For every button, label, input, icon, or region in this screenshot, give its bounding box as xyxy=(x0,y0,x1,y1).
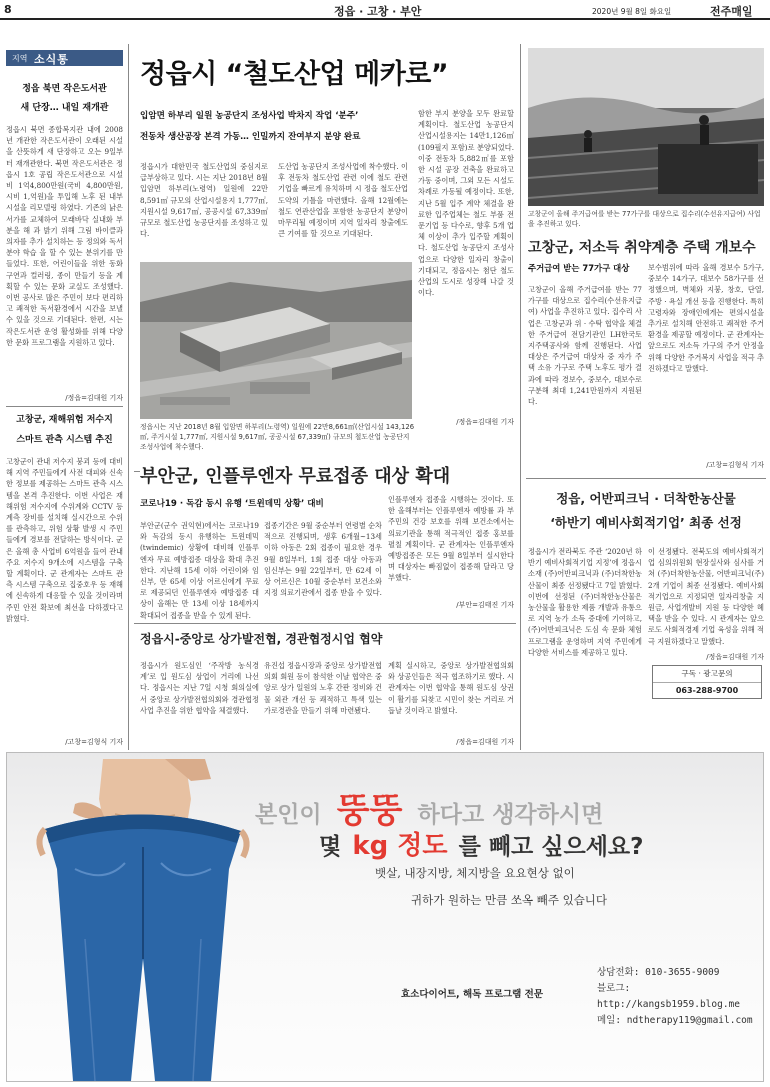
ad-contact-phone: 상담전화: 010-3655-9009 xyxy=(597,967,720,978)
buan-headline: 부안군, 인플루엔자 무료접종 대상 확대 xyxy=(140,462,520,488)
ad-body-2: 귀하가 원하는 만큼 쏘옥 빼주 있습니다 xyxy=(411,893,608,907)
subscribe-phone: 063-288-9700 xyxy=(675,686,739,695)
gochang-headline: 고창군, 저소득 취약계층 주택 개보수 xyxy=(528,240,756,256)
gochang-subhead: 주거급여 받는 77가구 대상 xyxy=(528,263,630,273)
roof-repair-photo xyxy=(528,48,764,206)
lead-credit: /정읍=김대원 기자 xyxy=(456,418,514,426)
roof-photo-caption: 고창군이 올해 주거급여를 받는 77가구를 대상으로 집수리(수선유지급여) 사업을 추진하고 있다. xyxy=(528,210,761,228)
section-label: 지역 xyxy=(12,54,28,63)
divider xyxy=(134,623,516,624)
sidebar-story1-credit: /정읍=김대원 기자 xyxy=(65,394,123,402)
ad-contact-block xyxy=(597,965,762,1029)
sidebar-story2-body: 고창군이 관내 저수지 붕괴 등에 대비해 지역 주민들에게 사전 대피와 신속한 정보를 제공하는 스마트 관측 시스템을 본격 추진한다. 이번 사업은 재해위험 저수지에 수위계와 CCTV 등 계측 장비를 설치해 실시간으로 수위를 관측하고, 위험 상황 발생 시 주민들에게 경보를 전달하는 방식이다. 군은 올해 총 사업비 6억원을 들여 관내 주요 저수지 9개소에 시스템을 구축할 계획이다. 군 관계자는 스마트 관측 시스템 구축으로 집중호우 등 재해에 신속하게 대응할 수 있을 것이라며 주민 안전 확보에 최선을 다하겠다고 밝혔다. xyxy=(6,457,123,623)
gochang-body-col1: 고창군이 올해 주거급여를 받는 77가구를 대상으로 집수리(수선유지급여) 사업을 추진하고 있다. 집수리 사업은 고창군과 위 · 수탁 협약을 체결한 주거급여 전담기관인 LH한국토지주택공사와 함께 진행된다. 사업 대상은 주거급여 대상자 중 자가 주택 소유 가구로 주택 노후도 평가 결과에 따라 경보수, 중보수, 대보수로 구분해 최대 1,241만원까지 지원된다. xyxy=(528,285,642,407)
section-label-bold: 소식통 xyxy=(34,53,69,66)
sidebar-story1-body: 정읍시 북면 종합복지관 내에 2008년 개관한 작은도서관이 오래된 시설을 산뜻하게 새 단장하고 오는 9일부터 재개관한다. 북면 작은도서관은 정읍시 1호 공립 작은도서관으로 시설비 1억4,800만원(국비 4,800만원, 시비 1,억원)을 투입해 노후 된 내부시설을 리모델링 하였다. 기존의 낡은 서가를 교체하여 모래바닥 실내화 부분을 해 과 밝기 위해 그림 바이클과 의자를 추가 설치하는 등 정의와 독서 분야 학습 을 할 수 있는 분위기를 만들었다. 또한, 어린이들을 위한 동화구연과 컬러링, 종이 만들기 등을 계획할 수 있는 문화 교실도 조성했다. 이번 공사로 많은 주민이 보다 편리하고 쾌적한 독서환경에서 시간을 보낼 수 있을 것으로 기대된다. 한편, 시는 작은도서관 운영 활성화를 위해 다양한 문화 프로그램을 지원하고 있다. xyxy=(6,125,123,347)
subscribe-box xyxy=(652,665,762,699)
assoc-body-col1: 정읍시가 원도심인 ‘주작방 농식경계’로 입 원도심 상업이 거리에 나선다. 정읍시는 지난 7일 시청 회의실에서 중앙로 상가발전협의회와 경관협정사업 추진을 위한 협약을 체결했다. xyxy=(140,661,259,715)
buan-body-col1: 부안군(군수 권익현)에서는 코로나19와 독감의 동시 유행하는 트윈데믹(twindemic) 상황에 대비해 인플루엔자 무료 예방접종 대상을 확대 추진한다. 지난해 15세 이하 어린이와 임신부, 만 65세 이상 어르신에게 무료로 제공되던 인플루엔자 예방접종 대상이 올해는 만 13세 이상 18세까지 확대되어 접종을 받을 수 있게 된다. xyxy=(140,521,259,620)
sidebar-section-bar xyxy=(6,50,123,66)
diet-advertisement xyxy=(6,752,764,1082)
gochang-body-col2: 보수범위에 따라 올해 경보수 5가구, 중보수 14가구, 대보수 58가구를 선정했으며, 벽체와 지붕, 창호, 단열, 주방 · 욕실 개선 등을 진행한다. 특히 고령자와 장애인에게는 편의시설을 추가로 설치해 안전하고 쾌적한 주거환경을 제공할 예정이다. 군 관계자는 앞으로도 저소득 가구의 주거 안정을 위해 다양한 주거복지 사업을 적극 추진하겠다고 말했다. xyxy=(648,263,764,373)
paper-name: 전주매일 xyxy=(710,5,753,18)
page-number: 8 xyxy=(4,3,12,16)
eobanpi-credit: /정읍=김대원 기자 xyxy=(706,653,764,661)
lead-body-col3: 함한 부지 분양을 모두 완료할 계획이다. 철도산업 농공단지 산업시설용지는 14만1,126㎡(109필지 포함)로 분양되었다. 이중 전동차 5,882㎡를 포함 한 시설 공장 건축을 완료하고 가동 중이며, 그외 모든 시설도 차례로 가동될 예정이다. 또한, 지난 5월 입주 계약 체결을 완료한 입주업체는 철도 부품 전문기업 등 다수로, 향후 5개 업체 이상이 추가 입주할 계획이다. 철도산업 농공단지 조성사업으로 다양한 일자리 창출이 기대되고, 정읍시는 첨단 철도산업의 도시로 성장해 나갈 것이다. xyxy=(418,109,514,298)
divider xyxy=(6,406,123,407)
ad-contact-blog: 블로그: http://kangsb1959.blog.me xyxy=(597,983,740,1010)
buan-credit: /부안=김태진 기자 xyxy=(456,601,514,609)
divider xyxy=(526,478,766,479)
buan-body-col2: 접종기간은 9월 중순부터 연령별 순차적으로 진행되며, 생후 6개월~13세 이하 아동은 2회 접종이 필요한 경우 9월 8일부터, 1회 접종 대상 아동과 임신부는 9월 22일부터, 만 62세 이상 어르신은 10월 중순부터 보건소와 지정 의료기관에서 접종 받을 수 있다. xyxy=(264,521,382,598)
page-header xyxy=(0,0,770,20)
assoc-credit: /정읍=김대원 기자 xyxy=(456,738,514,746)
issue-date: 2020년 9월 8일 화요일 xyxy=(592,7,672,16)
assoc-headline: 정읍시-중앙로 상가발전협, 경관협정시업 협약 xyxy=(140,632,383,646)
eobanpi-body-col2: 이 선정됐다. 전북도의 예비사회적기업 심의위원회 현장실사와 심사를 거쳐 (주)더착한농산물, 어반피크닉(주) 2개 기업이 최종 선정됐다. 예비사회적기업으로 지정되면 일자리창출 지원금, 사업개발비 지원 등 다양한 혜택을 받을 수 있다. 시 관계자는 앞으로도 사회적경제 기업 육성을 위해 적극 지원하겠다고 말했다. xyxy=(648,547,764,646)
sidebar-story1-title: 정읍 북면 작은도서관 새 단장… 내일 재개관 xyxy=(20,84,109,113)
lead-subhead-1: 입암면 하부리 일원 농공단지 조성사업 박차지 작업 ‘분주’ xyxy=(140,111,359,121)
aerial-photo-illustration xyxy=(140,262,412,419)
sidebar-story2-credit: /고창=김형식 기자 xyxy=(65,738,123,746)
buan-subhead: 코로나19 · 독감 동시 유행 ‘트윈데믹 상황’ 대비 xyxy=(140,499,324,509)
column-divider xyxy=(128,44,129,750)
industrial-complex-photo xyxy=(140,262,412,419)
eobanpi-body-col1: 정읍시가 전라북도 주관 ‘2020년 하반기 예비사회적기업 지정’에 정읍시 소재 (주)어반피크닉과 (주)더착한농산물이 최종 선정됐다고 7일 밝혔다. 이번에 선정된 (주)더착한농산물은 농산물을 활용한 제품 개발과 유통으로 지역 농가 소득 증대에 기여하고, (주)어반피크닉은 도심 속 문화 체험 프로그램을 운영하며 지역 주민에게 다양한 서비스를 제공하고 있다. xyxy=(528,547,642,657)
assoc-body-col3: 계획 실시하고, 중앙로 상가발전협의회와 상공인들은 적극 협조하기로 했다. 시 관계자는 이번 협약을 통해 원도심 상권이 활기를 되찾고 시민이 찾는 거리로 거듭날 것이라고 밝혔다. xyxy=(388,661,514,715)
assoc-body-col2: 유진섭 정읍시장과 중앙로 상가발전협의회 회원 등이 참석한 이날 협약은 중앙로 상가 일원의 노후 간판 정비와 건물 외관 개선 등 쾌적하고 특색 있는 가로경관을 만들기 위해 마련됐다. xyxy=(264,661,382,715)
buan-body-col3: 인플루엔자 접종을 시행하는 것이다. 또한 올해부터는 인플루엔자 예방률 과 부 주민의 건강 보호를 위해 보건소에서는 의료기관을 통해 적극적인 접종 홍보를 펼칠 계획이다. 군 관계자는 인플루엔자 예방접종은 모든 9월 8일부터 실시한다며 대상자는 빠짐없이 접종해 달라고 당부했다. xyxy=(388,495,514,583)
gochang-credit: /고창=김형식 기자 xyxy=(706,461,764,469)
ad-headline-1: 본인이 뚱뚱 하다고 생각하시면 xyxy=(255,791,604,831)
ad-brand: 효소다이어트, 해독 프로그램 전문 xyxy=(401,989,544,1000)
lead-photo-caption: 정읍시는 지난 2018년 8월 입암면 하부리(노령역) 일원에 22만8,661㎡(산업시설 143,126㎡, 주거시설 1,777㎡, 지원시설 9,617㎡, 공공시설 67,339㎡) 규모의 철도산업 농공단지 조성사업에 착수했다. xyxy=(140,423,415,451)
ad-headline-2: 몇 kg 정도 를 빼고 싶으세요? xyxy=(319,831,644,861)
ad-body-1: 뱃살, 내장지방, 체지방을 요요현상 없이 xyxy=(375,866,575,880)
sidebar-story2-title: 고창군, 재해위험 저수지 스마트 관측 시스템 추진 xyxy=(16,415,113,445)
loose-jeans-figure xyxy=(15,759,253,1081)
lead-headline: 정읍시 “철도산업 메카로” xyxy=(140,59,449,90)
subscribe-label: 구독 · 광고문의 xyxy=(653,666,761,683)
roof-repair-illustration xyxy=(528,48,764,206)
eobanpi-headline: 정읍, 어반피크닉 · 더착한농산물 ‘하반기 예비사회적기업’ 최종 선정 xyxy=(550,491,742,530)
lead-body-col1: 정읍시가 대한민국 철도산업의 중심지로 급부상하고 있다. 시는 지난 2018년 8월 입암면 하부리(노령역) 일원에 22만8,591㎡ 규모의 산업시설용지 1,777㎡, 지원시설 9,617㎡, 공공시설 67,339㎡ 규모로 철도산업 농공단지를 조성하고 있다. xyxy=(140,162,268,239)
column-divider xyxy=(520,44,521,750)
ad-contact-mail: 메일: ndtherapy119@gmail.com xyxy=(597,1015,753,1026)
section-title: 정읍 · 고창 · 부안 xyxy=(334,5,422,18)
lead-subhead-2: 전동차 생산공장 본격 가동… 인밀까지 잔여부지 분양 완료 xyxy=(140,132,361,142)
lead-body-col2: 도산업 농공단지 조성사업에 착수했다. 이후 전동차 철도산업 관련 이에 철도 관련 기업을 빠르게 유치하며 시 정읍 철도산업 도약의 기틀을 마련했다. 올해 12월에는 철도 연관산업을 포함한 농공단지 분양이 마무리될 예정이며 지역 일자리 창출에도 큰 기여를 할 것으로 기대된다. xyxy=(278,162,408,239)
